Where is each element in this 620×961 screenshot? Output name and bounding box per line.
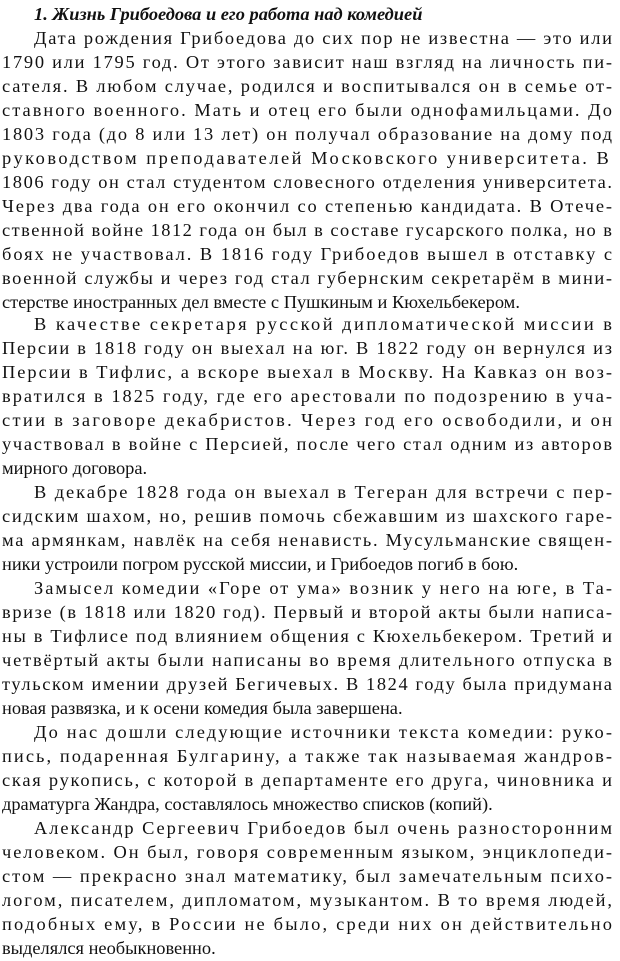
text-line: боях не участвовал. В 1816 году Грибоедов вышел в отставку с (2, 244, 614, 264)
text-line: Через два года он его окончил со степенью кандидата. В Отече- (2, 196, 614, 216)
section-title: 1. Жизнь Грибоедова и его работа над комедией (34, 4, 423, 24)
text-line: вратился в 1825 году, где его арестовали по подозрению в уча- (2, 386, 615, 406)
text-line: мирного договора. (2, 458, 148, 478)
text-line: Александр Сергеевич Грибоедов был очень разносторонним (34, 818, 614, 838)
text-line: стии в заговоре декабристов. Через год его освободили, и он (2, 410, 615, 430)
text-line: До нас дошли следующие источники текста комедии: руко- (34, 722, 615, 742)
text-line: Персии в 1818 году он выехал на юг. В 1822 году он вернулся из (2, 338, 614, 358)
text-line: руководством преподавателей Московского университета. В (2, 148, 612, 168)
text-line: подобных ему, в России не было, среди них он действительно (2, 914, 615, 934)
text-line: 1806 году он стал студентом словесного отделения университета. (2, 172, 614, 192)
text-line: логом, писателем, дипломатом, музыкантом. В то время людей, (2, 890, 614, 910)
text-line: человеком. Он был, говоря современным языком, энциклопеди- (2, 842, 614, 862)
text-line: драматурга Жандра, составлялось множество списков (копий). (2, 794, 493, 814)
text-line: тульском имении друзей Бегичевых. В 1824 году была придумана (2, 674, 614, 694)
text-line: 1803 года (до 8 или 13 лет) он получал образование на дому под (2, 124, 614, 144)
text-line: ская рукопись, с которой в департаменте его друга, чиновника и (2, 770, 614, 790)
text-line: сидским шахом, но, решив помочь сбежавшим из шахского гаре- (2, 506, 614, 526)
text-line: ственной войне 1812 года он был в составе гусарского полка, но в (2, 220, 614, 240)
text-line: сателя. В любом случае, родился и воспитывался он в семье от- (2, 76, 614, 96)
text-line: участвовал в войне с Персией, после чего стал одним из авторов (2, 434, 614, 454)
text-line: вризе (в 1818 или 1820 год). Первый и второй акты были написа- (2, 602, 614, 622)
text-line: Дата рождения Грибоедова до сих пор не известна — это или (34, 28, 614, 48)
text-line: стерстве иностранных дел вместе с Пушкиным и Кюхельбекером. (2, 292, 520, 312)
text-line: В декабре 1828 года он выехал в Тегеран для встречи с пер- (34, 482, 614, 502)
text-line: ма армянкам, навлёк на себя ненависть. Мусульманские священ- (2, 530, 614, 550)
text-line: четвёртый акты были написаны во время длительного отпуска в (2, 650, 614, 670)
text-line: пись, подаренная Булгарину, а также так называемая жандров- (2, 746, 615, 766)
text-line: ставного военного. Мать и отец его были однофамильцами. До (2, 100, 615, 120)
text-line: военной службы и через год стал губернским секретарём в мини- (2, 268, 614, 288)
text-line: Персии в Тифлис, а вскоре выехал в Москву. На Кавказ он воз- (2, 362, 614, 382)
text-line: ники устроили погром русской миссии, и Грибоедов погиб в бою. (2, 554, 519, 574)
text-line: 1790 или 1795 год. От этого зависит наш взгляд на личность пи- (2, 52, 614, 72)
text-line: ны в Тифлисе под влиянием общения с Кюхельбекером. Третий и (2, 626, 614, 646)
text-line: Замысел комедии «Горе от ума» возник у него на юге, в Та- (34, 578, 614, 598)
text-line: выделялся необыкновенно. (2, 938, 216, 958)
text-line: стом — прекрасно знал математику, был замечательным психо- (2, 866, 614, 886)
text-line: новая развязка, и к осени комедия была завершена. (2, 698, 403, 718)
text-line: В качестве секретаря русской дипломатической миссии в (34, 314, 615, 334)
